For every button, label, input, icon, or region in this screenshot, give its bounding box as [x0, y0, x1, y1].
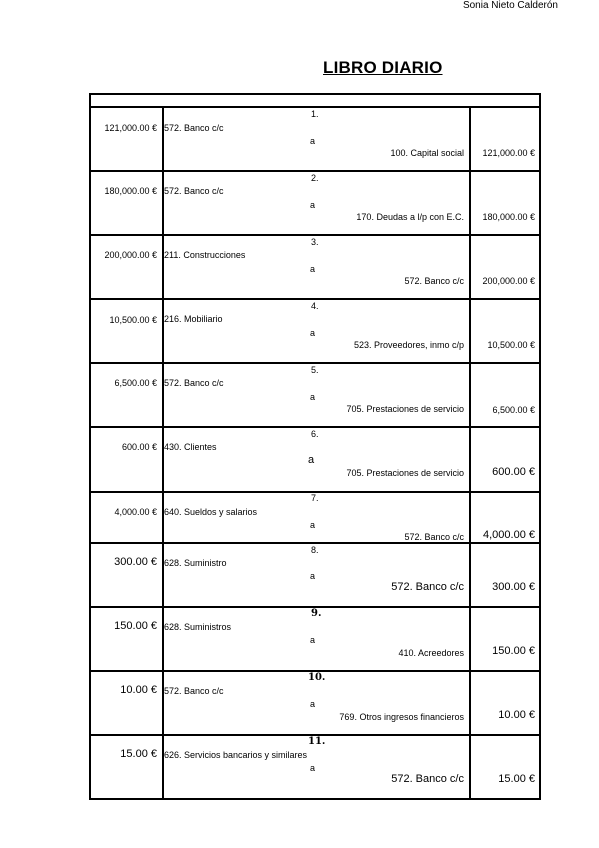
debit-amount: 600.00 €	[121, 442, 157, 452]
credit-account: 705. Prestaciones de servicio	[346, 468, 464, 478]
entry-number: 3.	[311, 237, 319, 247]
credit-amount: 600.00 €	[492, 466, 535, 478]
connector-a: a	[310, 520, 316, 530]
row-divider	[91, 234, 539, 236]
debit-account: 628. Suministro	[164, 558, 227, 568]
credit-account: 572. Banco c/c	[391, 581, 464, 593]
entry-number: 1.	[311, 109, 319, 119]
connector-a: a	[310, 392, 316, 402]
connector-a: a	[310, 699, 316, 709]
debit-account: 628. Suministros	[164, 622, 232, 632]
debit-amount: 121,000.00 €	[104, 123, 157, 133]
debit-amount: 10.00 €	[120, 684, 157, 696]
connector-a: a	[308, 454, 315, 466]
credit-amount: 200,000.00 €	[482, 276, 535, 286]
entry-number: 5.	[311, 365, 319, 375]
entry-number: 9.	[311, 608, 322, 619]
row-divider	[91, 298, 539, 300]
debit-amount: 6,500.00 €	[114, 378, 157, 388]
credit-amount: 15.00 €	[498, 773, 535, 785]
entry-number: 11.	[308, 736, 326, 747]
credit-amount: 300.00 €	[492, 581, 535, 593]
credit-amount: 4,000.00 €	[483, 529, 535, 541]
entry-number: 6.	[311, 429, 319, 439]
journal-table	[89, 93, 541, 800]
credit-account: 705. Prestaciones de servicio	[346, 404, 464, 414]
connector-a: a	[310, 328, 316, 338]
debit-account: 626. Servicios bancarios y similares	[164, 750, 308, 760]
connector-a: a	[310, 264, 316, 274]
credit-account: 523. Proveedores, inmo c/p	[353, 340, 464, 350]
row-divider	[91, 426, 539, 428]
debit-account: 640. Sueldos y salarios	[164, 507, 258, 517]
credit-amount: 10.00 €	[498, 709, 535, 721]
table-header-band	[91, 95, 539, 108]
debit-account: 572. Banco c/c	[164, 686, 224, 696]
credit-account: 170. Deudas a l/p con E.C.	[356, 212, 464, 222]
entry-number: 10.	[308, 672, 326, 683]
debit-amount: 300.00 €	[114, 556, 157, 568]
author-name: Sonia Nieto Calderón	[462, 0, 558, 11]
connector-a: a	[310, 763, 316, 773]
debit-account: 572. Banco c/c	[164, 186, 224, 196]
credit-amount: 180,000.00 €	[482, 212, 535, 222]
connector-a: a	[310, 200, 316, 210]
credit-amount: 10,500.00 €	[487, 340, 535, 350]
credit-column-divider	[469, 108, 471, 798]
debit-amount: 150.00 €	[114, 620, 157, 632]
debit-account: 211. Construcciones	[164, 250, 246, 260]
row-divider	[91, 362, 539, 364]
debit-amount: 15.00 €	[120, 748, 157, 760]
entry-number: 2.	[311, 173, 319, 183]
row-divider	[91, 542, 539, 544]
entry-number: 8.	[311, 545, 319, 555]
debit-amount: 200,000.00 €	[104, 250, 157, 260]
credit-amount: 121,000.00 €	[482, 148, 535, 158]
credit-amount: 6,500.00 €	[492, 405, 535, 415]
entry-number: 4.	[311, 301, 319, 311]
connector-a: a	[310, 571, 316, 581]
debit-account: 216. Mobiliario	[164, 314, 223, 324]
credit-account: 769. Otros ingresos financieros	[339, 712, 464, 722]
debit-account: 572. Banco c/c	[164, 378, 224, 388]
credit-account: 572. Banco c/c	[391, 773, 464, 785]
credit-amount: 150.00 €	[492, 645, 535, 657]
debit-amount: 4,000.00 €	[114, 507, 157, 517]
debit-account: 430. Clientes	[164, 442, 217, 452]
credit-account: 572. Banco c/c	[404, 276, 464, 286]
connector-a: a	[310, 136, 316, 146]
page-title: LIBRO DIARIO	[323, 58, 443, 77]
credit-account: 410. Acreedores	[398, 648, 464, 658]
connector-a: a	[310, 635, 316, 645]
credit-account: 572. Banco c/c	[404, 532, 464, 542]
entry-number: 7.	[311, 493, 319, 503]
debit-account: 572. Banco c/c	[164, 123, 224, 133]
debit-amount: 10,500.00 €	[109, 315, 157, 325]
debit-amount: 180,000.00 €	[104, 186, 157, 196]
credit-account: 100. Capital social	[390, 148, 464, 158]
row-divider	[91, 170, 539, 172]
